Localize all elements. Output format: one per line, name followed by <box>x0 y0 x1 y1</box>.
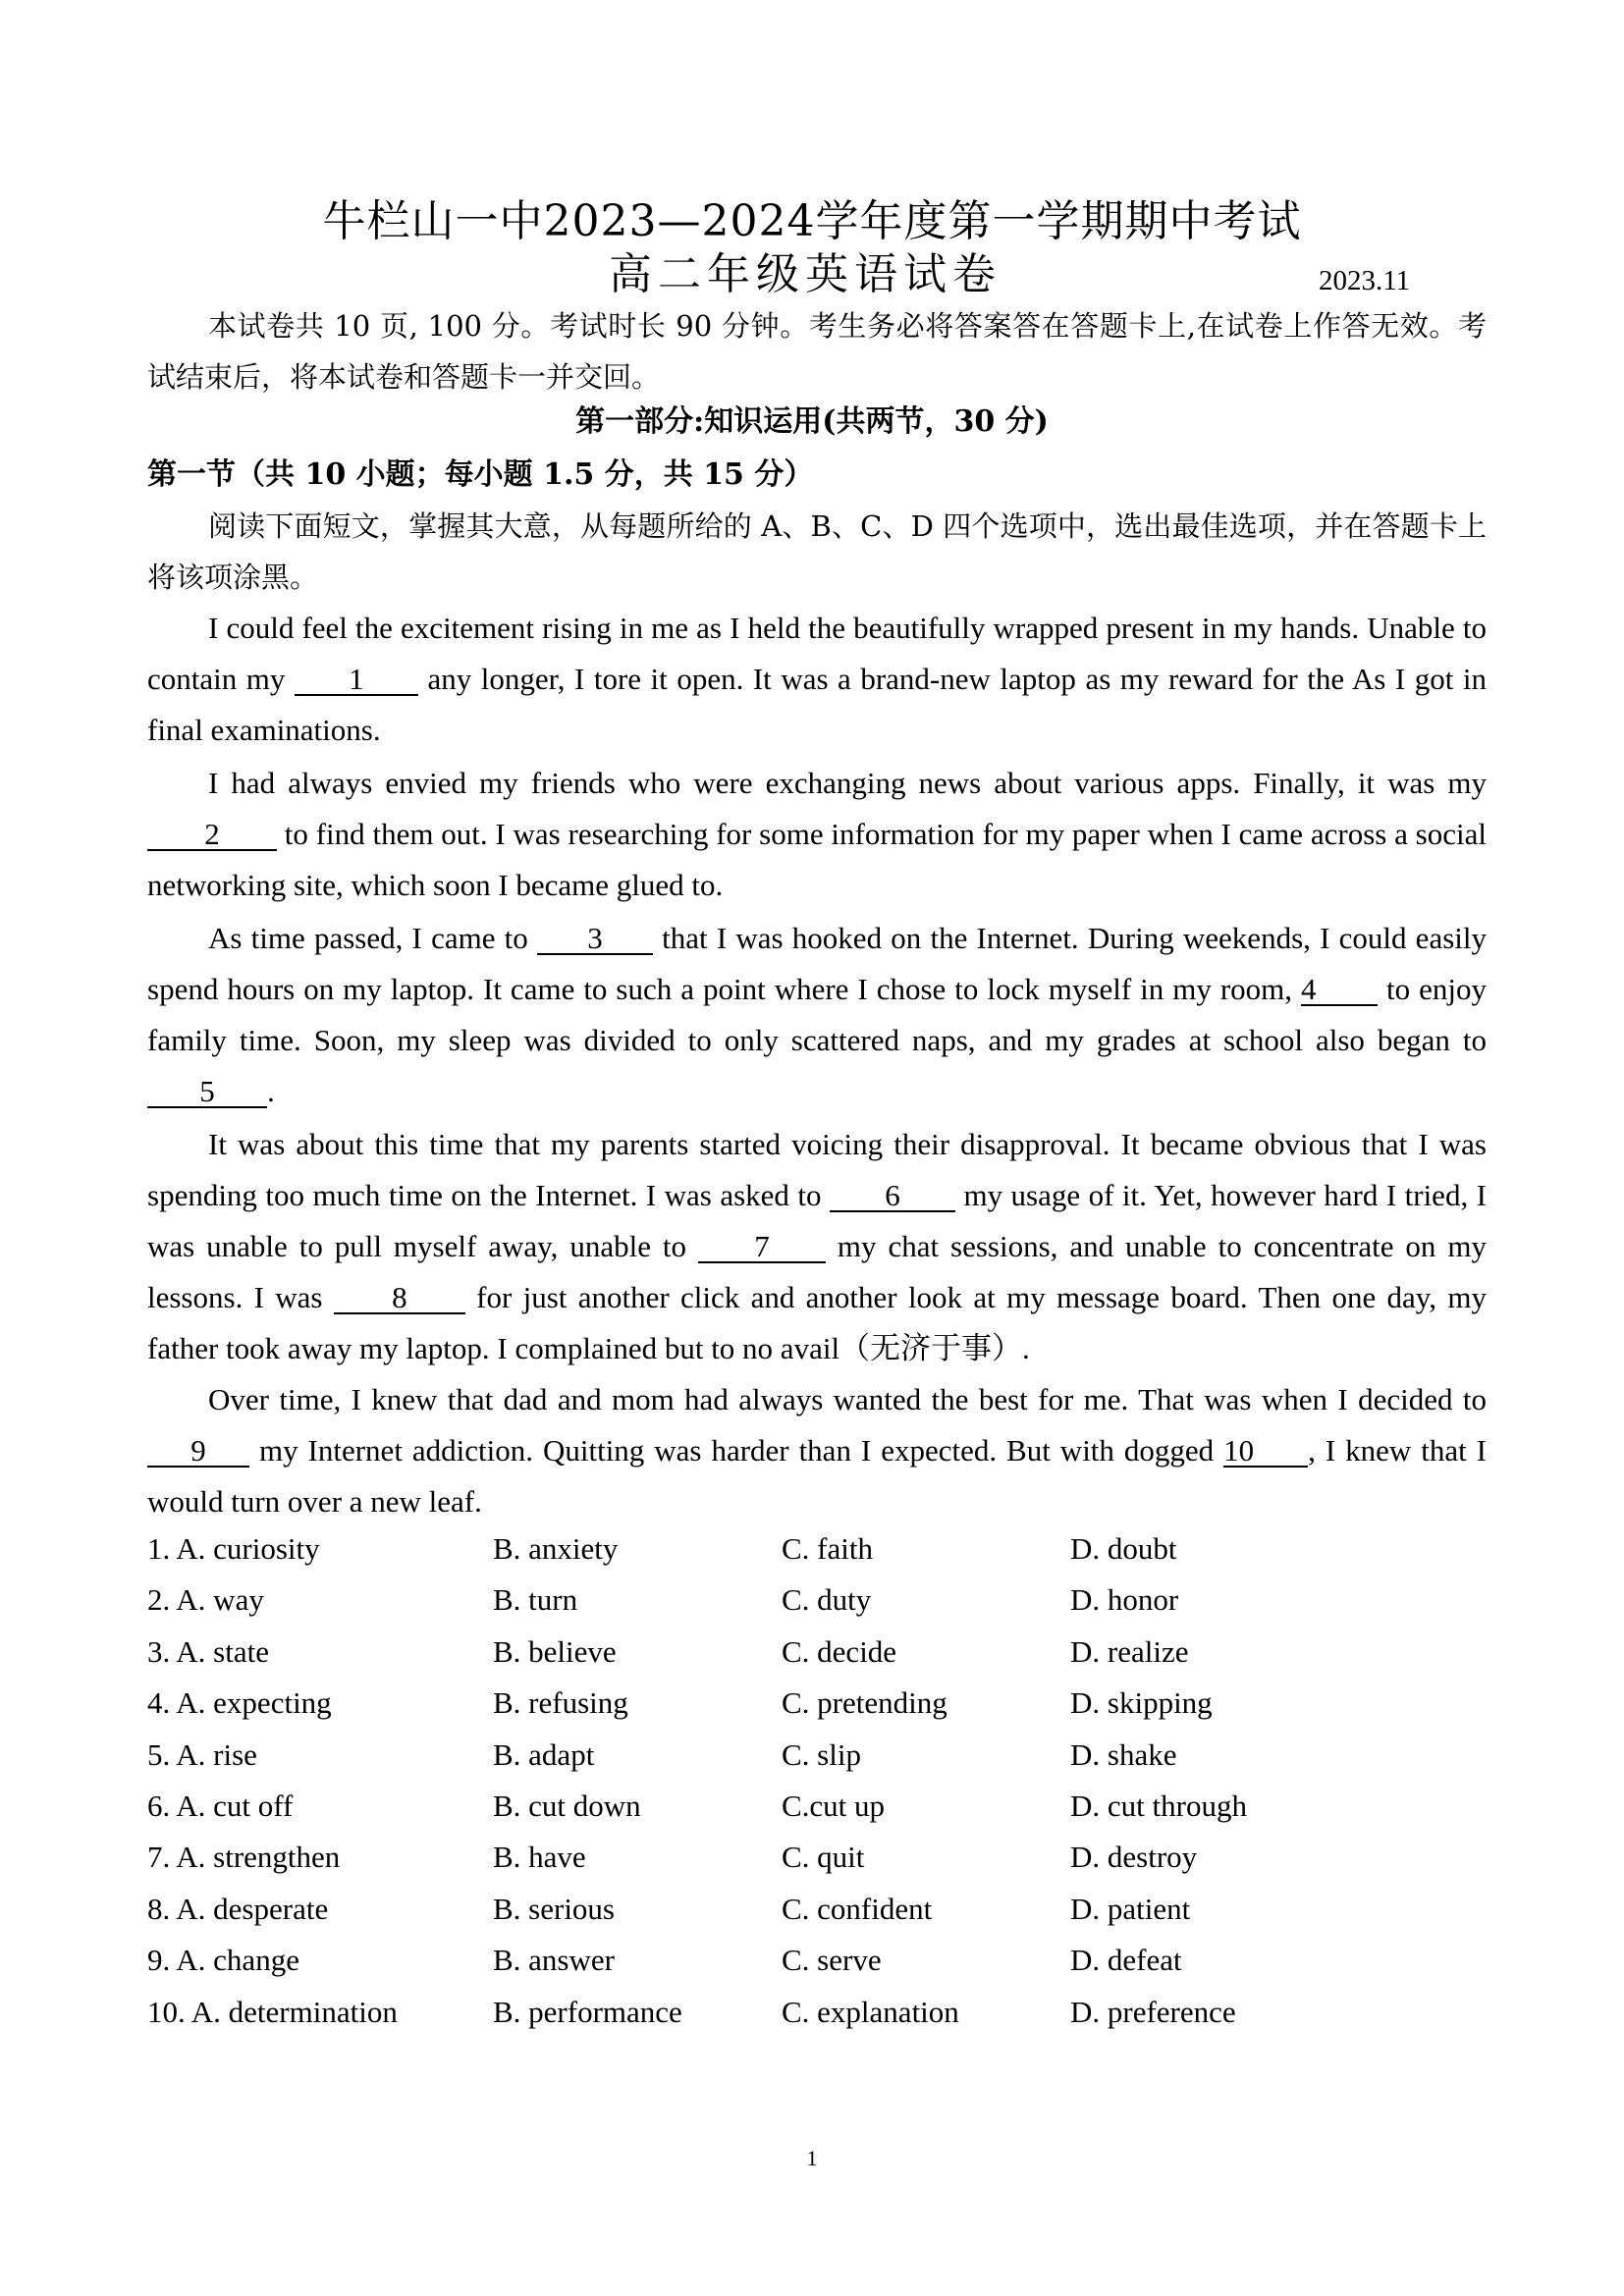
question-options-3 <box>147 1627 1487 1678</box>
option-b: B. turn <box>493 1582 578 1618</box>
passage-text: to enjoy family time. Soon, my sleep was divided to only scattered naps, and my grades at school also began to <box>147 972 1487 1057</box>
passage-paragraph-3 <box>147 913 1487 1117</box>
section-title: 第一节（共 10 小题；每小题 1.5 分，共 15 分） <box>147 457 814 492</box>
option-b: B. answer <box>493 1943 615 1978</box>
question-options-4 <box>147 1678 1487 1729</box>
passage-paragraph-2 <box>147 758 1487 911</box>
blank-9: 9 <box>147 1436 249 1468</box>
option-b: B. have <box>493 1840 586 1875</box>
option-a: 7. A. strengthen <box>147 1840 341 1875</box>
passage-text: Over time, I knew that dad and mom had always wanted the best for me. That was when I decided to <box>208 1382 1487 1416</box>
page-number: 1 <box>806 2146 818 2170</box>
blank-5: 5 <box>147 1077 267 1108</box>
option-b: B. serious <box>493 1891 615 1926</box>
question-options-8 <box>147 1884 1487 1935</box>
blank-6: 6 <box>830 1181 955 1212</box>
passage-text: I had always envied my friends who were exchanging news about various apps. Finally, it was my <box>208 766 1487 800</box>
part-title: 第一部分:知识运用(共两节，30 分) <box>575 404 1049 439</box>
question-options-2 <box>147 1575 1487 1626</box>
option-c: C. quit <box>782 1840 865 1875</box>
option-d: D. skipping <box>1070 1685 1213 1721</box>
option-d: D. honor <box>1070 1582 1179 1618</box>
passage-text: that I was hooked on the Internet. During weekends, I could easily spend hours on my laptop. It came to such a point where I chose to lock myself in my room, <box>147 921 1487 1006</box>
passage-text: to find them out. I was researching for some information for my paper when I came across a social networking site, which soon I became glued to. <box>147 817 1487 902</box>
option-b: B. refusing <box>493 1685 628 1721</box>
option-b: B. cut down <box>493 1788 641 1823</box>
passage-paragraph-5 <box>147 1374 1487 1527</box>
option-a: 8. A. desperate <box>147 1891 329 1926</box>
option-a: 9. A. change <box>147 1943 299 1978</box>
passage-text: for just another click and another look at my message board. Then one day, my father took away my laptop. I complained but to no avail（无济于事）. <box>147 1280 1487 1365</box>
option-d: D. shake <box>1070 1736 1177 1772</box>
option-c: C. explanation <box>782 1994 959 2029</box>
option-c: C. pretending <box>782 1685 947 1721</box>
question-options-9 <box>147 1935 1487 1986</box>
question-options-7 <box>147 1832 1487 1883</box>
option-a: 1. A. curiosity <box>147 1531 320 1566</box>
blank-4: 4 <box>1301 975 1378 1006</box>
passage-text: As time passed, I came to <box>208 921 537 955</box>
passage-text: my chat sessions, and unable to concentrate on my lessons. I was <box>147 1229 1487 1314</box>
answer-options <box>147 1523 1487 2038</box>
passage-paragraph-4 <box>147 1119 1487 1374</box>
option-c: C. confident <box>782 1891 933 1926</box>
option-a: 10. A. determination <box>147 1994 398 2029</box>
option-c: C. slip <box>782 1736 861 1772</box>
instructions: 本试卷共 10 页, 100 分。考试时长 90 分钟。考生务必将答案答在答题卡上,在试卷上作答无效。考试结束后，将本试卷和答题卡一并交回。 <box>147 309 1487 394</box>
option-d: D. cut through <box>1070 1788 1247 1823</box>
blank-3: 3 <box>537 924 653 955</box>
option-c: C. duty <box>782 1582 872 1618</box>
option-d: D. destroy <box>1070 1840 1198 1875</box>
exam-date: 2023.11 <box>1319 265 1411 296</box>
question-options-1 <box>147 1523 1487 1575</box>
passage-paragraph-1 <box>147 603 1487 756</box>
option-c: C. faith <box>782 1531 873 1566</box>
question-options-5 <box>147 1730 1487 1781</box>
option-a: 3. A. state <box>147 1633 269 1669</box>
option-b: B. anxiety <box>493 1531 619 1566</box>
question-options-10 <box>147 1987 1487 2038</box>
passage-text: I could feel the excitement rising in me as I held the beautifully wrapped present in my hands. Unable to contain my <box>147 611 1487 696</box>
option-d: D. realize <box>1070 1633 1189 1669</box>
passage-text: any longer, I tore it open. It was a brand-new laptop as my reward for the As I got in final examinations. <box>147 662 1487 747</box>
exam-title: 牛栏山一中2023—2024学年度第一学期期中考试 <box>322 196 1302 246</box>
option-b: B. performance <box>493 1994 682 2029</box>
blank-10: 10 <box>1223 1436 1308 1468</box>
passage-text: my Internet addiction. Quitting was harder than I expected. But with dogged <box>249 1433 1224 1468</box>
option-d: D. defeat <box>1070 1943 1182 1978</box>
blank-1: 1 <box>295 665 418 696</box>
option-a: 2. A. way <box>147 1582 264 1618</box>
option-c: C.cut up <box>782 1788 886 1823</box>
passage-text: It was about this time that my parents started voicing their disapproval. It became obvious that I was spending too much time on the Internet. I was asked to <box>147 1127 1487 1212</box>
option-b: B. adapt <box>493 1736 595 1772</box>
passage-text: , I knew that I would turn over a new leaf. <box>147 1433 1487 1519</box>
passage-text: my usage of it. Yet, however hard I tried, I was unable to pull myself away, unable to <box>147 1178 1487 1263</box>
option-a: 6. A. cut off <box>147 1788 294 1823</box>
blank-2: 2 <box>147 820 277 851</box>
option-a: 4. A. expecting <box>147 1685 332 1721</box>
blank-8: 8 <box>334 1283 465 1314</box>
question-options-6 <box>147 1781 1487 1832</box>
option-a: 5. A. rise <box>147 1736 257 1772</box>
exam-subtitle: 高二年级英语试卷 <box>609 249 1001 299</box>
option-b: B. believe <box>493 1633 617 1669</box>
option-d: D. preference <box>1070 1994 1236 2029</box>
option-c: C. decide <box>782 1633 897 1669</box>
blank-7: 7 <box>698 1232 826 1263</box>
passage-text: . <box>267 1074 275 1108</box>
option-d: D. doubt <box>1070 1531 1177 1566</box>
option-c: C. serve <box>782 1943 882 1978</box>
directions: 阅读下面短文，掌握其大意，从每题所给的 A、B、C、D 四个选项中，选出最佳选项，并在答题卡上将该项涂黑。 <box>147 509 1487 594</box>
option-d: D. patient <box>1070 1891 1191 1926</box>
